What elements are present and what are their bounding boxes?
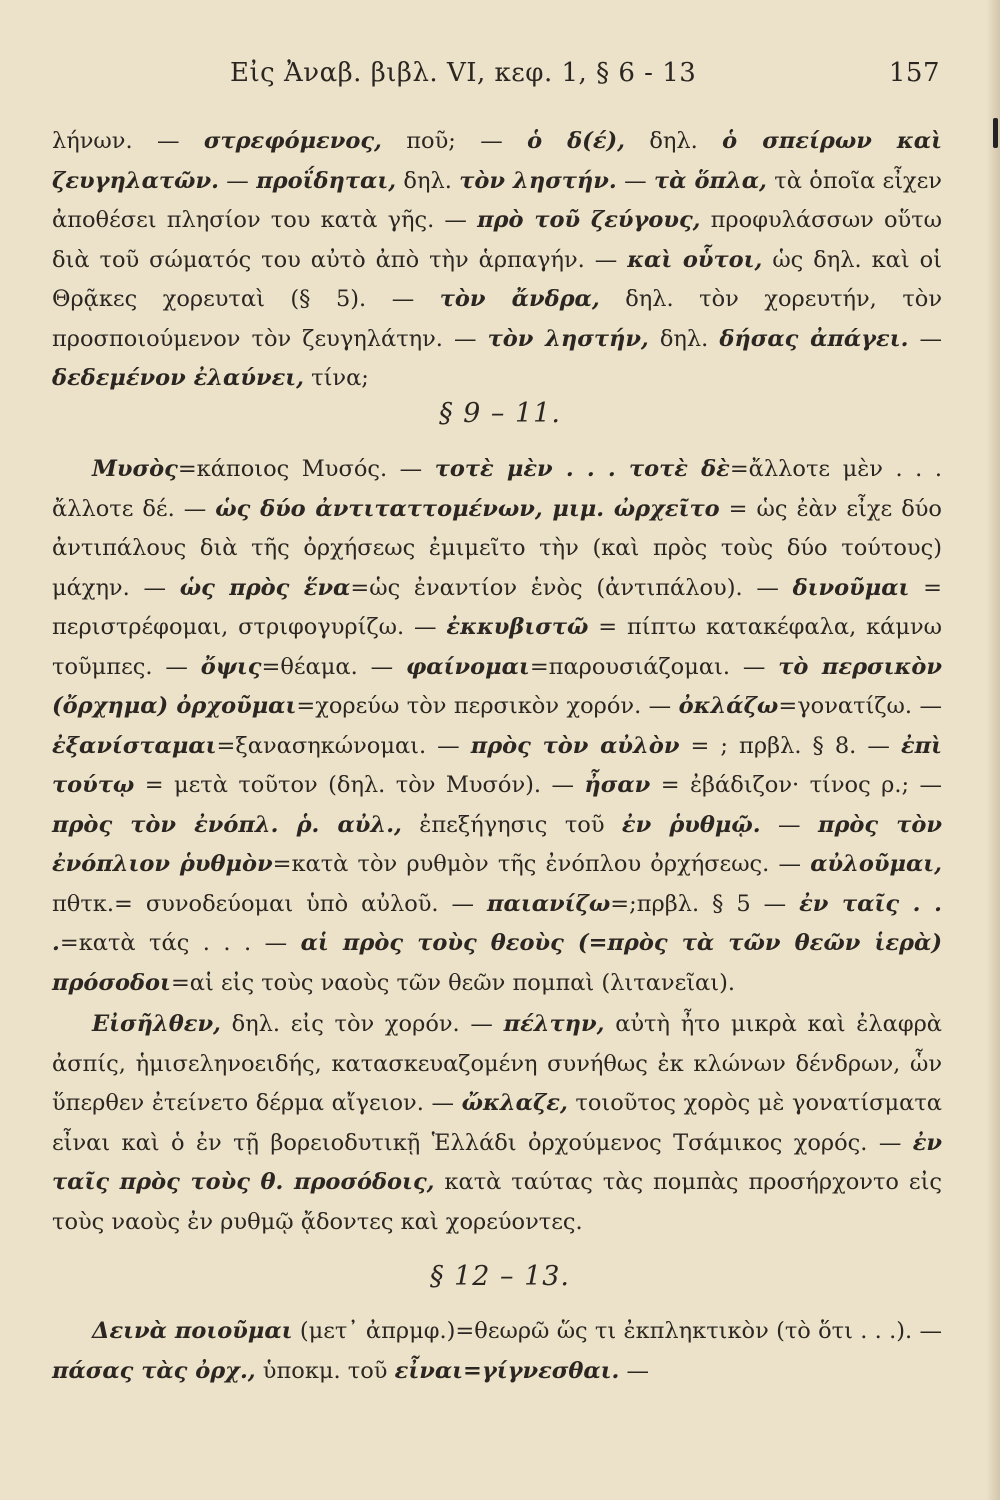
commentary-text: ὡς δηλ. καὶ οἱ Θρᾷκες χορευταὶ (§ 5). —	[52, 246, 942, 312]
commentary-text: δηλ.	[624, 128, 723, 154]
lemma-term: δήσας ἀπάγει.	[719, 325, 909, 352]
lemma-term: Μυσὸς	[92, 456, 178, 482]
lemma-term: προΐδηται,	[256, 167, 397, 194]
commentary-text: =κατὰ τὸν ρυθμὸν τῆς ἐνόπλου ὀρχήσεως. —	[272, 851, 811, 877]
commentary-text: —	[760, 811, 818, 838]
lemma-term: παιανίζω	[487, 890, 611, 917]
lemma-term: ἐν ῥυθμῷ.	[621, 811, 761, 838]
commentary-text: = περιστρέφομαι, στριφογυρίζω. —	[52, 574, 942, 640]
lemma-term: εἶναι=γίγνεσθαι.	[394, 1357, 620, 1384]
lemma-term: τὸ περσικὸν (ὄρχημα) ὀρχοῦμαι	[52, 653, 942, 719]
commentary-text: —	[619, 1357, 650, 1384]
commentary-text: πθτκ.= συνοδεύομαι ὑπὸ αὐλοῦ. —	[52, 890, 488, 917]
lemma-term: ἐκκυβιστῶ	[446, 614, 589, 640]
lemma-term: ὀκλάζω	[678, 693, 779, 719]
lemma-term: πρὸ τοῦ ζεύγους,	[477, 207, 701, 233]
lemma-term: πρὸς τὸν ἐνόπλ. ῥ. αὐλ.,	[52, 811, 402, 838]
commentary-text: =ξανασηκώνομαι. —	[216, 732, 471, 759]
commentary-text: = μετὰ τοῦτον (δηλ. τὸν Μυσόν). —	[134, 772, 585, 798]
page-header	[50, 58, 940, 94]
commentary-text: = ὡς ἐὰν εἶχε δύο ἀντιπάλους διὰ τῆς ὀρχήσεως ἐμιμεῖτο τὴν (καὶ πρὸς τοὺς δύο τούτους) μάχην. —	[52, 495, 942, 601]
commentary-text: = ἐβάδιζον· τίνος ρ.; —	[650, 772, 942, 798]
lemma-term: τὰ ὅπλα,	[653, 167, 767, 194]
commentary-text: =ἄλλοτε μὲν . . . ἄλλοτε δέ. —	[52, 456, 942, 522]
paragraph-4	[52, 1312, 942, 1391]
commentary-text: =ὡς ἐναντίον ἑνὸς (ἀντιπάλου). —	[350, 574, 793, 601]
lemma-term: δεδεμένον ἐλαύνει,	[52, 365, 304, 391]
lemma-term: ἦσαν	[584, 772, 651, 798]
commentary-text: =κατὰ τάς . . . —	[59, 930, 301, 956]
lemma-term: αὐλοῦμαι,	[810, 851, 943, 877]
lemma-term: Δεινὰ ποιοῦμαι	[92, 1318, 293, 1344]
commentary-text: —	[218, 167, 257, 194]
lemma-term: Εἰσῆλθεν,	[92, 1011, 221, 1037]
paragraph-2	[52, 450, 942, 1003]
commentary-text: = πίπτω κατακέφαλα, κάμνω τοῦμπες. —	[52, 614, 942, 680]
lemma-term: πέλτην,	[503, 1011, 605, 1037]
lemma-term: στρεφόμενος,	[203, 128, 382, 154]
commentary-text: =χορεύω τὸν περσικὸν χορόν. —	[296, 693, 679, 719]
lemma-term: ὡς πρὸς ἕνα	[179, 574, 351, 601]
page-number: 157	[888, 58, 940, 88]
commentary-text: =κάποιος Μυσός. —	[177, 456, 435, 482]
commentary-text: ἐπεξήγησις τοῦ	[401, 811, 622, 838]
lemma-term: δινοῦμαι	[792, 574, 910, 601]
commentary-text: =γονατίζω. —	[778, 693, 942, 719]
commentary-text: προφυλάσσων οὕτω διὰ τοῦ σώματός του αὐτὸ ἀπὸ τὴν ἁρπαγήν. —	[52, 207, 942, 273]
page-edge-shadow	[986, 0, 1000, 1500]
commentary-text: λήνων. —	[52, 128, 204, 154]
commentary-text: δηλ. εἰς τὸν χορόν. —	[220, 1011, 504, 1037]
commentary-text: =αἱ εἰς τοὺς ναοὺς τῶν θεῶν πομπαὶ (λιτανεῖαι).	[170, 969, 736, 996]
commentary-text: δηλ.	[648, 325, 720, 352]
lemma-term: τὸν ἄνδρα,	[439, 286, 600, 312]
commentary-text: δηλ. τὸν χορευτήν, τὸν προσποιούμενον τὸν ζευγηλάτην. —	[52, 286, 943, 352]
lemma-term: πάσας τὰς ὀρχ.,	[52, 1357, 256, 1384]
paragraph-1	[52, 122, 942, 399]
running-title: Εἰς Ἀναβ. βιβλ. VI, κεφ. 1, § 6 - 13	[230, 58, 697, 88]
commentary-text: (μετ᾽ ἀπρμφ.)=θεωρῶ ὥς τι ἐκπληκτικὸν (τὸ ὅτι . . .). —	[292, 1318, 942, 1344]
lemma-term: πρὸς τὸν ἐνόπλιον ῥυθμὸν	[52, 811, 942, 877]
commentary-text: αὐτὴ ἦτο μικρὰ καὶ ἐλαφρὰ ἀσπίς, ἡμισεληνοειδής, κατασκευαζομένη συνήθως ἐκ κλώνων δένδρων, ὧν ὕπερθεν ἐτείνετο δέρμα αἴγειον. —	[52, 1011, 942, 1116]
lemma-term: ὁ σπείρων καὶ ζευγηλατῶν.	[52, 128, 942, 194]
lemma-term: ἐπὶ τούτῳ	[52, 732, 942, 798]
commentary-text: δηλ.	[396, 167, 460, 194]
commentary-text: = ; πρβλ. § 8. —	[679, 732, 901, 759]
lemma-term: ὡς δύο ἀντιταττομένων, μιμ. ὠρχεῖτο	[215, 495, 720, 522]
lemma-term: ὁ δ(έ),	[527, 128, 625, 154]
lemma-term: καὶ οὗτοι,	[627, 246, 763, 273]
commentary-text: τὰ ὁποῖα εἶχεν ἀποθέσει πλησίον του κατὰ γῆς. —	[52, 167, 942, 233]
commentary-text: =θέαμα. —	[261, 653, 406, 680]
lemma-term: ὄψις	[200, 653, 262, 680]
paragraph-3	[52, 1005, 942, 1242]
commentary-text: ποῦ; —	[381, 128, 528, 154]
lemma-term: ἐξανίσταμαι	[52, 732, 217, 759]
commentary-text: =παρουσιάζομαι. —	[529, 653, 779, 680]
lemma-term: ἐν ταῖς πρὸς τοὺς θ. προσόδοις,	[52, 1129, 942, 1195]
commentary-text: —	[616, 167, 654, 194]
lemma-term: φαίνομαι	[405, 653, 530, 680]
commentary-text: τοιοῦτος χορὸς μὲ γονατίσματα εἶναι καὶ ὁ ἐν τῇ βορειοδυτικῇ Ἑλλάδι ὀρχούμενος Τσάμικος χορός. —	[52, 1090, 942, 1156]
lemma-term: πρὸς τὸν αὐλὸν	[470, 732, 680, 759]
commentary-text: κατὰ ταύτας τὰς πομπὰς προσήρχοντο εἰς τοὺς ναοὺς ἐν ρυθμῷ ᾄδοντες καὶ χορεύοντες.	[52, 1169, 942, 1235]
section-heading-9-11: § 9 – 11.	[439, 398, 561, 429]
section-heading-12-13: § 12 – 13.	[429, 1261, 571, 1292]
edge-mark	[993, 118, 998, 148]
commentary-text: —	[908, 325, 943, 352]
commentary-text: τίνα;	[303, 365, 369, 391]
lemma-term: ἐν ταῖς . . .	[52, 890, 942, 956]
lemma-term: τοτὲ μὲν . . . τοτὲ δὲ	[434, 456, 730, 482]
lemma-term: τὸν ληστήν.	[459, 167, 617, 194]
commentary-text: =;πρβλ. § 5 —	[610, 890, 800, 917]
lemma-term: ὤκλαζε,	[461, 1090, 568, 1116]
lemma-term: αἱ πρὸς τοὺς θεοὺς (=πρὸς τὰ τῶν θεῶν ἱερὰ) πρόσοδοι	[52, 930, 942, 996]
lemma-term: τὸν ληστήν,	[487, 325, 649, 352]
commentary-text: ὑποκμ. τοῦ	[255, 1357, 395, 1384]
